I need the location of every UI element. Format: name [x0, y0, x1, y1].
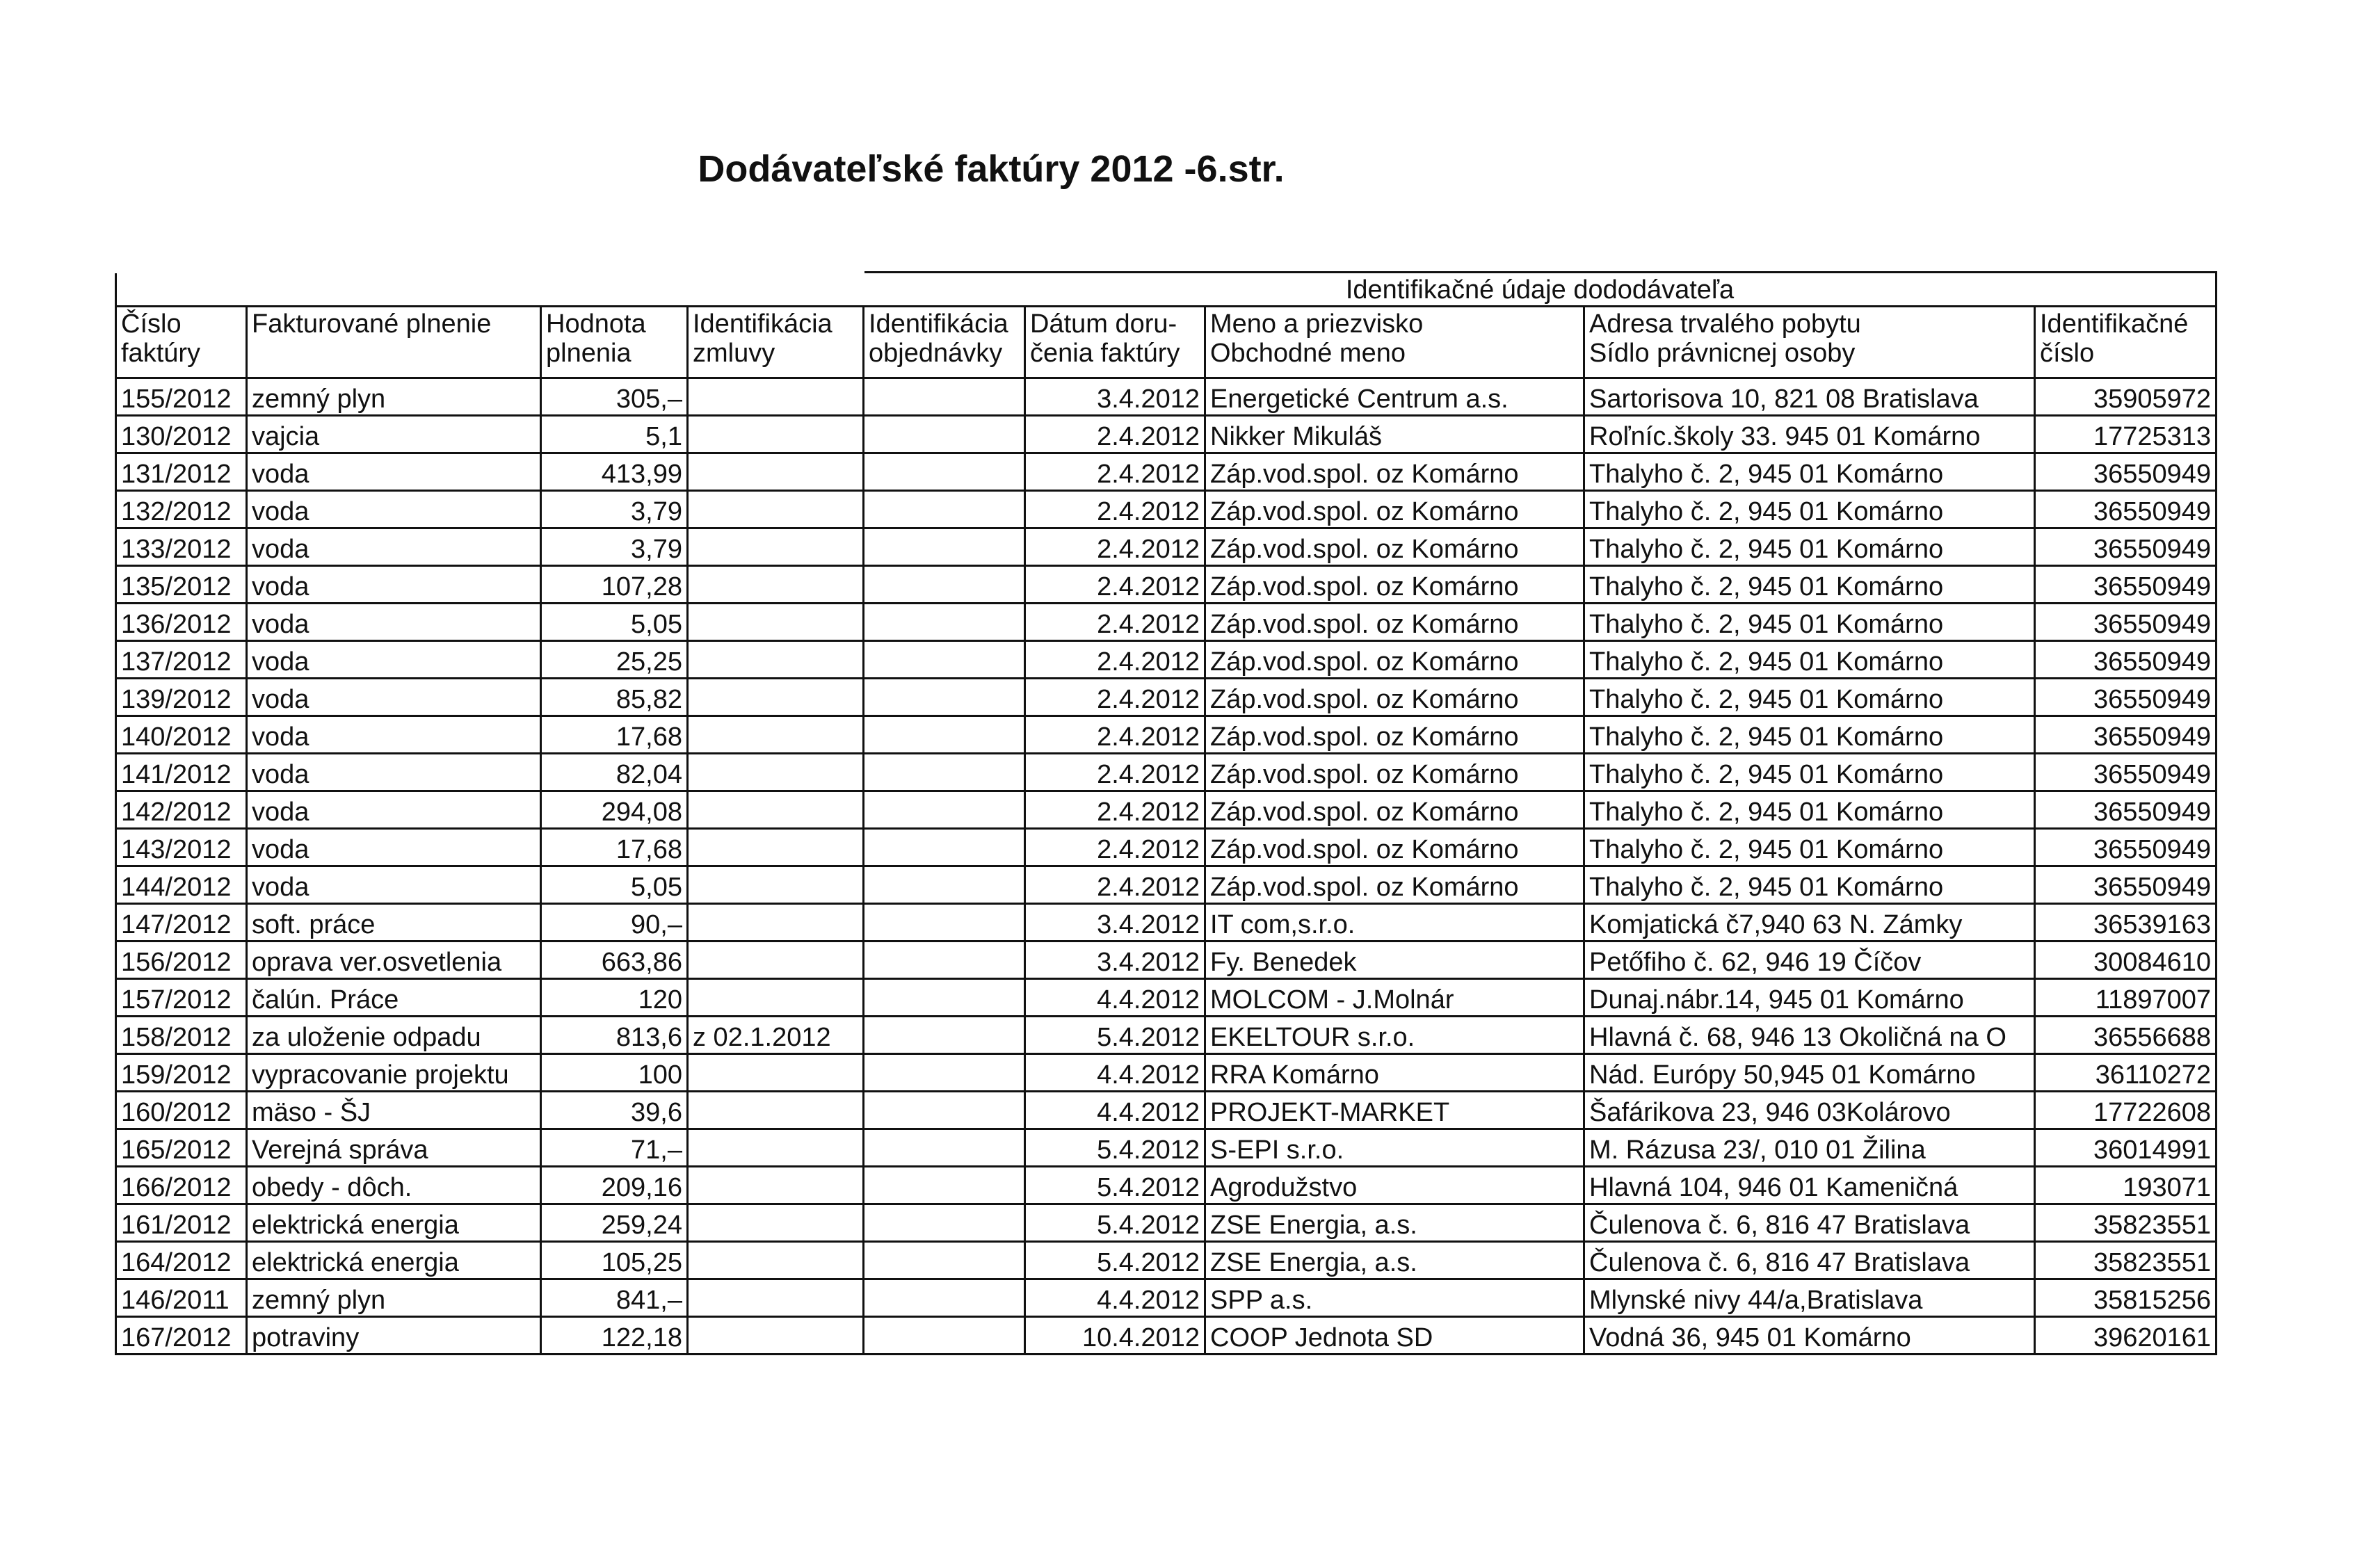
cell-hodnota: 3,79 — [541, 491, 688, 528]
cell-cislo: 156/2012 — [116, 941, 247, 979]
cell-adresa: Šafárikova 23, 946 03Kolárovo — [1584, 1092, 2035, 1129]
table-row — [116, 904, 2217, 941]
cell-plnenie: voda — [247, 528, 541, 566]
column-header-objednavka: Identifikácia objednávky — [864, 307, 1025, 378]
table-row — [116, 716, 2217, 754]
cell-adresa: Thalyho č. 2, 945 01 Komárno — [1584, 641, 2035, 679]
table-row — [116, 941, 2217, 979]
cell-zmluva — [688, 1092, 864, 1129]
cell-adresa: Čulenova č. 6, 816 47 Bratislava — [1584, 1204, 2035, 1242]
cell-datum: 4.4.2012 — [1025, 1092, 1205, 1129]
page-title: Dodávateľské faktúry 2012 -6.str. — [698, 148, 1285, 190]
cell-hodnota: 107,28 — [541, 566, 688, 604]
cell-adresa: Komjatická č7,940 63 N. Zámky — [1584, 904, 2035, 941]
table-row — [116, 1167, 2217, 1204]
cell-ico: 36556688 — [2035, 1017, 2217, 1054]
cell-cislo: 131/2012 — [116, 453, 247, 491]
cell-zmluva — [688, 829, 864, 866]
cell-meno: Záp.vod.spol. oz Komárno — [1205, 866, 1584, 904]
cell-adresa: Sartorisova 10, 821 08 Bratislava — [1584, 378, 2035, 416]
cell-meno: PROJEKT-MARKET — [1205, 1092, 1584, 1129]
cell-zmluva — [688, 416, 864, 453]
cell-zmluva — [688, 378, 864, 416]
table-row — [116, 378, 2217, 416]
cell-datum: 5.4.2012 — [1025, 1167, 1205, 1204]
table-row — [116, 1279, 2217, 1317]
cell-cislo: 132/2012 — [116, 491, 247, 528]
table-row — [116, 1092, 2217, 1129]
cell-ico: 36014991 — [2035, 1129, 2217, 1167]
cell-zmluva — [688, 791, 864, 829]
cell-zmluva — [688, 1129, 864, 1167]
cell-zmluva — [688, 941, 864, 979]
cell-ico: 36550949 — [2035, 754, 2217, 791]
cell-meno: S-EPI s.r.o. — [1205, 1129, 1584, 1167]
cell-adresa: Thalyho č. 2, 945 01 Komárno — [1584, 716, 2035, 754]
cell-ico: 36550949 — [2035, 791, 2217, 829]
column-header-zmluva: Identifikácia zmluvy — [688, 307, 864, 378]
cell-adresa: Thalyho č. 2, 945 01 Komárno — [1584, 453, 2035, 491]
cell-plnenie: voda — [247, 754, 541, 791]
cell-datum: 2.4.2012 — [1025, 866, 1205, 904]
cell-meno: Záp.vod.spol. oz Komárno — [1205, 829, 1584, 866]
cell-datum: 3.4.2012 — [1025, 378, 1205, 416]
cell-objednavka — [864, 1242, 1025, 1279]
cell-plnenie: voda — [247, 491, 541, 528]
cell-meno: Záp.vod.spol. oz Komárno — [1205, 679, 1584, 716]
cell-plnenie: Verejná správa — [247, 1129, 541, 1167]
cell-ico: 39620161 — [2035, 1317, 2217, 1355]
cell-meno: Fy. Benedek — [1205, 941, 1584, 979]
cell-zmluva — [688, 491, 864, 528]
cell-cislo: 136/2012 — [116, 604, 247, 641]
cell-objednavka — [864, 453, 1025, 491]
cell-ico: 11897007 — [2035, 979, 2217, 1017]
cell-ico: 36550949 — [2035, 528, 2217, 566]
cell-datum: 2.4.2012 — [1025, 754, 1205, 791]
cell-hodnota: 3,79 — [541, 528, 688, 566]
cell-datum: 2.4.2012 — [1025, 791, 1205, 829]
cell-objednavka — [864, 416, 1025, 453]
invoice-table — [115, 271, 2217, 1355]
cell-hodnota: 105,25 — [541, 1242, 688, 1279]
cell-hodnota: 5,05 — [541, 604, 688, 641]
cell-ico: 193071 — [2035, 1167, 2217, 1204]
cell-hodnota: 25,25 — [541, 641, 688, 679]
cell-zmluva — [688, 566, 864, 604]
column-header-adresa: Adresa trvalého pobytu Sídlo právnicnej osoby — [1584, 307, 2035, 378]
table-row — [116, 416, 2217, 453]
cell-datum: 2.4.2012 — [1025, 491, 1205, 528]
cell-datum: 10.4.2012 — [1025, 1317, 1205, 1355]
cell-objednavka — [864, 904, 1025, 941]
cell-hodnota: 122,18 — [541, 1317, 688, 1355]
cell-adresa: Vodná 36, 945 01 Komárno — [1584, 1317, 2035, 1355]
table-row — [116, 566, 2217, 604]
cell-datum: 2.4.2012 — [1025, 679, 1205, 716]
cell-datum: 5.4.2012 — [1025, 1242, 1205, 1279]
cell-zmluva — [688, 1242, 864, 1279]
cell-datum: 4.4.2012 — [1025, 1279, 1205, 1317]
cell-datum: 2.4.2012 — [1025, 453, 1205, 491]
cell-ico: 36550949 — [2035, 641, 2217, 679]
cell-adresa: Thalyho č. 2, 945 01 Komárno — [1584, 491, 2035, 528]
cell-meno: Nikker Mikuláš — [1205, 416, 1584, 453]
cell-ico: 35823551 — [2035, 1204, 2217, 1242]
cell-hodnota: 82,04 — [541, 754, 688, 791]
table-row — [116, 1242, 2217, 1279]
cell-hodnota: 90,– — [541, 904, 688, 941]
cell-plnenie: voda — [247, 679, 541, 716]
table-row — [116, 453, 2217, 491]
column-header-hodnota: Hodnota plnenia — [541, 307, 688, 378]
cell-ico: 36550949 — [2035, 453, 2217, 491]
cell-cislo: 167/2012 — [116, 1317, 247, 1355]
cell-zmluva — [688, 1167, 864, 1204]
table-row — [116, 491, 2217, 528]
cell-zmluva — [688, 866, 864, 904]
cell-zmluva — [688, 979, 864, 1017]
cell-datum: 2.4.2012 — [1025, 641, 1205, 679]
cell-datum: 2.4.2012 — [1025, 528, 1205, 566]
cell-cislo: 146/2011 — [116, 1279, 247, 1317]
cell-ico: 36550949 — [2035, 491, 2217, 528]
cell-hodnota: 294,08 — [541, 791, 688, 829]
cell-plnenie: mäso - ŠJ — [247, 1092, 541, 1129]
cell-cislo: 133/2012 — [116, 528, 247, 566]
cell-plnenie: voda — [247, 641, 541, 679]
cell-objednavka — [864, 791, 1025, 829]
cell-cislo: 130/2012 — [116, 416, 247, 453]
cell-plnenie: voda — [247, 566, 541, 604]
cell-adresa: Thalyho č. 2, 945 01 Komárno — [1584, 866, 2035, 904]
cell-cislo: 139/2012 — [116, 679, 247, 716]
cell-hodnota: 17,68 — [541, 716, 688, 754]
cell-cislo: 160/2012 — [116, 1092, 247, 1129]
cell-hodnota: 71,– — [541, 1129, 688, 1167]
cell-ico: 36550949 — [2035, 866, 2217, 904]
cell-objednavka — [864, 1317, 1025, 1355]
cell-zmluva — [688, 754, 864, 791]
cell-objednavka — [864, 1204, 1025, 1242]
table-row — [116, 1204, 2217, 1242]
cell-ico: 36110272 — [2035, 1054, 2217, 1092]
cell-adresa: Roľníc.školy 33. 945 01 Komárno — [1584, 416, 2035, 453]
cell-cislo: 140/2012 — [116, 716, 247, 754]
cell-zmluva — [688, 604, 864, 641]
cell-objednavka — [864, 641, 1025, 679]
cell-zmluva: z 02.1.2012 — [688, 1017, 864, 1054]
cell-objednavka — [864, 528, 1025, 566]
cell-plnenie: čalún. Práce — [247, 979, 541, 1017]
table-row — [116, 829, 2217, 866]
cell-plnenie: voda — [247, 716, 541, 754]
cell-meno: EKELTOUR s.r.o. — [1205, 1017, 1584, 1054]
cell-adresa: Thalyho č. 2, 945 01 Komárno — [1584, 528, 2035, 566]
cell-adresa: Thalyho č. 2, 945 01 Komárno — [1584, 754, 2035, 791]
cell-ico: 35823551 — [2035, 1242, 2217, 1279]
cell-hodnota: 5,05 — [541, 866, 688, 904]
table-body — [116, 378, 2217, 1355]
cell-cislo: 137/2012 — [116, 641, 247, 679]
supplier-group-header: Identifikačné údaje dododávateľa — [864, 273, 2217, 307]
cell-zmluva — [688, 679, 864, 716]
cell-adresa: Hlavná č. 68, 946 13 Okoličná na O — [1584, 1017, 2035, 1054]
cell-objednavka — [864, 941, 1025, 979]
cell-plnenie: voda — [247, 829, 541, 866]
cell-cislo: 164/2012 — [116, 1242, 247, 1279]
cell-datum: 2.4.2012 — [1025, 566, 1205, 604]
cell-datum: 2.4.2012 — [1025, 416, 1205, 453]
cell-datum: 3.4.2012 — [1025, 904, 1205, 941]
cell-meno: Záp.vod.spol. oz Komárno — [1205, 566, 1584, 604]
cell-plnenie: soft. práce — [247, 904, 541, 941]
cell-cislo: 141/2012 — [116, 754, 247, 791]
cell-adresa: Čulenova č. 6, 816 47 Bratislava — [1584, 1242, 2035, 1279]
cell-objednavka — [864, 979, 1025, 1017]
table-row — [116, 791, 2217, 829]
cell-meno: Záp.vod.spol. oz Komárno — [1205, 641, 1584, 679]
table-row — [116, 754, 2217, 791]
cell-meno: ZSE Energia, a.s. — [1205, 1242, 1584, 1279]
column-header-ico: Identifikačné číslo — [2035, 307, 2217, 378]
cell-zmluva — [688, 1204, 864, 1242]
cell-objednavka — [864, 491, 1025, 528]
table-row — [116, 1317, 2217, 1355]
cell-objednavka — [864, 1092, 1025, 1129]
cell-hodnota: 259,24 — [541, 1204, 688, 1242]
cell-meno: MOLCOM - J.Molnár — [1205, 979, 1584, 1017]
cell-plnenie: vajcia — [247, 416, 541, 453]
cell-cislo: 142/2012 — [116, 791, 247, 829]
table-group-header-row — [116, 273, 2217, 307]
table-row — [116, 1054, 2217, 1092]
cell-cislo: 144/2012 — [116, 866, 247, 904]
cell-adresa: Thalyho č. 2, 945 01 Komárno — [1584, 604, 2035, 641]
table-row — [116, 979, 2217, 1017]
cell-cislo: 143/2012 — [116, 829, 247, 866]
cell-cislo: 166/2012 — [116, 1167, 247, 1204]
cell-meno: Záp.vod.spol. oz Komárno — [1205, 528, 1584, 566]
column-header-datum: Dátum doru- čenia faktúry — [1025, 307, 1205, 378]
cell-meno: Záp.vod.spol. oz Komárno — [1205, 754, 1584, 791]
cell-plnenie: voda — [247, 866, 541, 904]
cell-objednavka — [864, 1167, 1025, 1204]
cell-datum: 5.4.2012 — [1025, 1129, 1205, 1167]
table-row — [116, 1129, 2217, 1167]
cell-meno: ZSE Energia, a.s. — [1205, 1204, 1584, 1242]
cell-objednavka — [864, 1129, 1025, 1167]
cell-plnenie: vypracovanie projektu — [247, 1054, 541, 1092]
cell-cislo: 159/2012 — [116, 1054, 247, 1092]
cell-adresa: Thalyho č. 2, 945 01 Komárno — [1584, 829, 2035, 866]
cell-meno: COOP Jednota SD — [1205, 1317, 1584, 1355]
cell-adresa: Thalyho č. 2, 945 01 Komárno — [1584, 679, 2035, 716]
cell-cislo: 155/2012 — [116, 378, 247, 416]
cell-plnenie: zemný plyn — [247, 1279, 541, 1317]
cell-zmluva — [688, 904, 864, 941]
cell-cislo: 158/2012 — [116, 1017, 247, 1054]
cell-cislo: 165/2012 — [116, 1129, 247, 1167]
cell-meno: Záp.vod.spol. oz Komárno — [1205, 453, 1584, 491]
cell-datum: 4.4.2012 — [1025, 1054, 1205, 1092]
cell-plnenie: voda — [247, 791, 541, 829]
cell-hodnota: 813,6 — [541, 1017, 688, 1054]
cell-zmluva — [688, 528, 864, 566]
table-row — [116, 604, 2217, 641]
cell-plnenie: za uloženie odpadu — [247, 1017, 541, 1054]
cell-datum: 3.4.2012 — [1025, 941, 1205, 979]
cell-adresa: Mlynské nivy 44/a,Bratislava — [1584, 1279, 2035, 1317]
cell-ico: 36550949 — [2035, 829, 2217, 866]
cell-meno: Agrodužstvo — [1205, 1167, 1584, 1204]
cell-objednavka — [864, 1054, 1025, 1092]
cell-hodnota: 17,68 — [541, 829, 688, 866]
cell-objednavka — [864, 1279, 1025, 1317]
column-header-plnenie: Fakturované plnenie — [247, 307, 541, 378]
cell-plnenie: voda — [247, 604, 541, 641]
cell-adresa: Dunaj.nábr.14, 945 01 Komárno — [1584, 979, 2035, 1017]
cell-ico: 30084610 — [2035, 941, 2217, 979]
cell-zmluva — [688, 453, 864, 491]
cell-objednavka — [864, 1017, 1025, 1054]
cell-hodnota: 39,6 — [541, 1092, 688, 1129]
cell-meno: Energetické Centrum a.s. — [1205, 378, 1584, 416]
cell-ico: 17722608 — [2035, 1092, 2217, 1129]
cell-meno: RRA Komárno — [1205, 1054, 1584, 1092]
cell-datum: 2.4.2012 — [1025, 604, 1205, 641]
cell-meno: Záp.vod.spol. oz Komárno — [1205, 491, 1584, 528]
cell-datum: 5.4.2012 — [1025, 1017, 1205, 1054]
cell-plnenie: zemný plyn — [247, 378, 541, 416]
cell-ico: 35905972 — [2035, 378, 2217, 416]
cell-hodnota: 85,82 — [541, 679, 688, 716]
cell-hodnota: 841,– — [541, 1279, 688, 1317]
cell-objednavka — [864, 679, 1025, 716]
table-row — [116, 1017, 2217, 1054]
cell-zmluva — [688, 1279, 864, 1317]
cell-meno: Záp.vod.spol. oz Komárno — [1205, 604, 1584, 641]
cell-adresa: M. Rázusa 23/, 010 01 Žilina — [1584, 1129, 2035, 1167]
cell-adresa: Hlavná 104, 946 01 Kameničná — [1584, 1167, 2035, 1204]
cell-ico: 36550949 — [2035, 566, 2217, 604]
cell-cislo: 157/2012 — [116, 979, 247, 1017]
cell-meno: Záp.vod.spol. oz Komárno — [1205, 716, 1584, 754]
table-row — [116, 528, 2217, 566]
cell-objednavka — [864, 754, 1025, 791]
cell-cislo: 161/2012 — [116, 1204, 247, 1242]
cell-ico: 36539163 — [2035, 904, 2217, 941]
cell-datum: 2.4.2012 — [1025, 716, 1205, 754]
cell-plnenie: obedy - dôch. — [247, 1167, 541, 1204]
cell-cislo: 147/2012 — [116, 904, 247, 941]
cell-cislo: 135/2012 — [116, 566, 247, 604]
cell-adresa: Nád. Európy 50,945 01 Komárno — [1584, 1054, 2035, 1092]
cell-ico: 35815256 — [2035, 1279, 2217, 1317]
cell-meno: IT com,s.r.o. — [1205, 904, 1584, 941]
cell-plnenie: oprava ver.osvetlenia — [247, 941, 541, 979]
cell-datum: 2.4.2012 — [1025, 829, 1205, 866]
cell-objednavka — [864, 829, 1025, 866]
cell-hodnota: 120 — [541, 979, 688, 1017]
cell-hodnota: 413,99 — [541, 453, 688, 491]
cell-datum: 4.4.2012 — [1025, 979, 1205, 1017]
cell-hodnota: 100 — [541, 1054, 688, 1092]
cell-objednavka — [864, 604, 1025, 641]
cell-ico: 36550949 — [2035, 604, 2217, 641]
cell-hodnota: 209,16 — [541, 1167, 688, 1204]
cell-objednavka — [864, 378, 1025, 416]
column-header-cislo: Číslo faktúry — [116, 307, 247, 378]
cell-zmluva — [688, 641, 864, 679]
cell-adresa: Thalyho č. 2, 945 01 Komárno — [1584, 791, 2035, 829]
cell-zmluva — [688, 716, 864, 754]
cell-objednavka — [864, 716, 1025, 754]
cell-objednavka — [864, 566, 1025, 604]
cell-meno: SPP a.s. — [1205, 1279, 1584, 1317]
cell-plnenie: voda — [247, 453, 541, 491]
cell-ico: 36550949 — [2035, 716, 2217, 754]
cell-hodnota: 305,– — [541, 378, 688, 416]
cell-objednavka — [864, 866, 1025, 904]
cell-plnenie: potraviny — [247, 1317, 541, 1355]
cell-hodnota: 663,86 — [541, 941, 688, 979]
cell-ico: 36550949 — [2035, 679, 2217, 716]
cell-hodnota: 5,1 — [541, 416, 688, 453]
cell-zmluva — [688, 1054, 864, 1092]
cell-plnenie: elektrická energia — [247, 1242, 541, 1279]
cell-adresa: Thalyho č. 2, 945 01 Komárno — [1584, 566, 2035, 604]
table-row — [116, 679, 2217, 716]
cell-datum: 5.4.2012 — [1025, 1204, 1205, 1242]
cell-plnenie: elektrická energia — [247, 1204, 541, 1242]
cell-ico: 17725313 — [2035, 416, 2217, 453]
cell-adresa: Petőfiho č. 62, 946 19 Číčov — [1584, 941, 2035, 979]
cell-zmluva — [688, 1317, 864, 1355]
table-row — [116, 866, 2217, 904]
table-row — [116, 641, 2217, 679]
table-header-row — [116, 307, 2217, 378]
column-header-meno: Meno a priezvisko Obchodné meno — [1205, 307, 1584, 378]
cell-meno: Záp.vod.spol. oz Komárno — [1205, 791, 1584, 829]
